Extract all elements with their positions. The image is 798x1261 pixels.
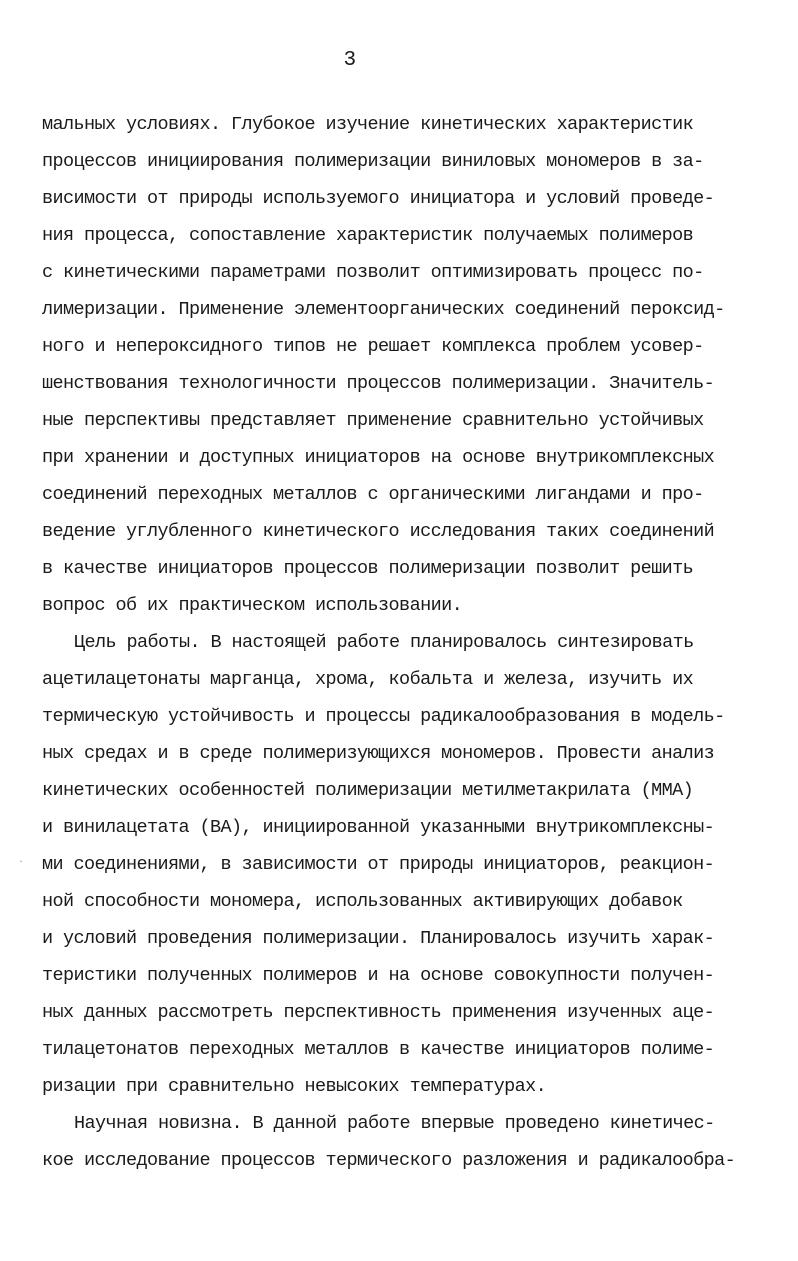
text-line: и винилацетата (ВА), инициированной указанными внутрикомплексны- (42, 817, 715, 838)
paragraph-goal (42, 624, 762, 1105)
text-line: кое исследование процессов термического разложения и радикалообра- (42, 1150, 736, 1171)
text-line: ризации при сравнительно невысоких температурах. (42, 1076, 547, 1097)
text-line: мальных условиях. Глубокое изучение кинетических характеристик (42, 114, 694, 135)
body-text (42, 106, 762, 1179)
text-line: Научная новизна. В данной работе впервые проведено кинетичес- (74, 1113, 715, 1134)
paragraph-novelty (42, 1105, 762, 1179)
text-line: ведение углубленного кинетического исследования таких соединений (42, 521, 715, 542)
text-line: ния процесса, сопоставление характеристик получаемых полимеров (42, 225, 694, 246)
text-line: ные перспективы представляет применение сравнительно устойчивых (42, 410, 704, 431)
text-line: кинетических особенностей полимеризации метилметакрилата (ММА) (42, 780, 694, 801)
text-line: висимости от природы используемого инициатора и условий проведе- (42, 188, 715, 209)
text-line: соединений переходных металлов с органическими лигандами и про- (42, 484, 704, 505)
text-line: ных средах и в среде полимеризующихся мономеров. Провести анализ (42, 743, 715, 764)
text-line: процессов инициирования полимеризации виниловых мономеров в за- (42, 151, 704, 172)
text-line: ми соединениями, в зависимости от природы инициаторов, реакцион- (42, 854, 715, 875)
page-number: 3 (343, 49, 357, 72)
text-line: и условий проведения полимеризации. Планировалось изучить харак- (42, 928, 715, 949)
text-line: вопрос об их практическом использовании. (42, 595, 463, 616)
text-line: при хранении и доступных инициаторов на основе внутрикомплексных (42, 447, 715, 468)
text-line: лимеризации. Применение элементоорганических соединений пероксид- (42, 299, 725, 320)
text-line: тилацетонатов переходных металлов в качестве инициаторов полиме- (42, 1039, 715, 1060)
text-line: ного и непероксидного типов не решает комплекса проблем усовер- (42, 336, 704, 357)
text-line: ной способности мономера, использованных активирующих добавок (42, 891, 683, 912)
text-line: шенствования технологичности процессов полимеризации. Значитель- (42, 373, 715, 394)
text-line: Цель работы. В настоящей работе планировалось синтезировать (74, 632, 694, 653)
text-line: ацетилацетонаты марганца, хрома, кобальта и железа, изучить их (42, 669, 694, 690)
text-line: в качестве инициаторов процессов полимеризации позволит решить (42, 558, 694, 579)
text-line: ных данных рассмотреть перспективность применения изученных аце- (42, 1002, 715, 1023)
text-line: теристики полученных полимеров и на основе совокупности получен- (42, 965, 715, 986)
paragraph-intro-continuation (42, 106, 762, 624)
text-line: с кинетическими параметрами позволит оптимизировать процесс по- (42, 262, 704, 283)
text-line: термическую устойчивость и процессы радикалообразования в модель- (42, 706, 725, 727)
margin-mark: ` (18, 861, 25, 872)
